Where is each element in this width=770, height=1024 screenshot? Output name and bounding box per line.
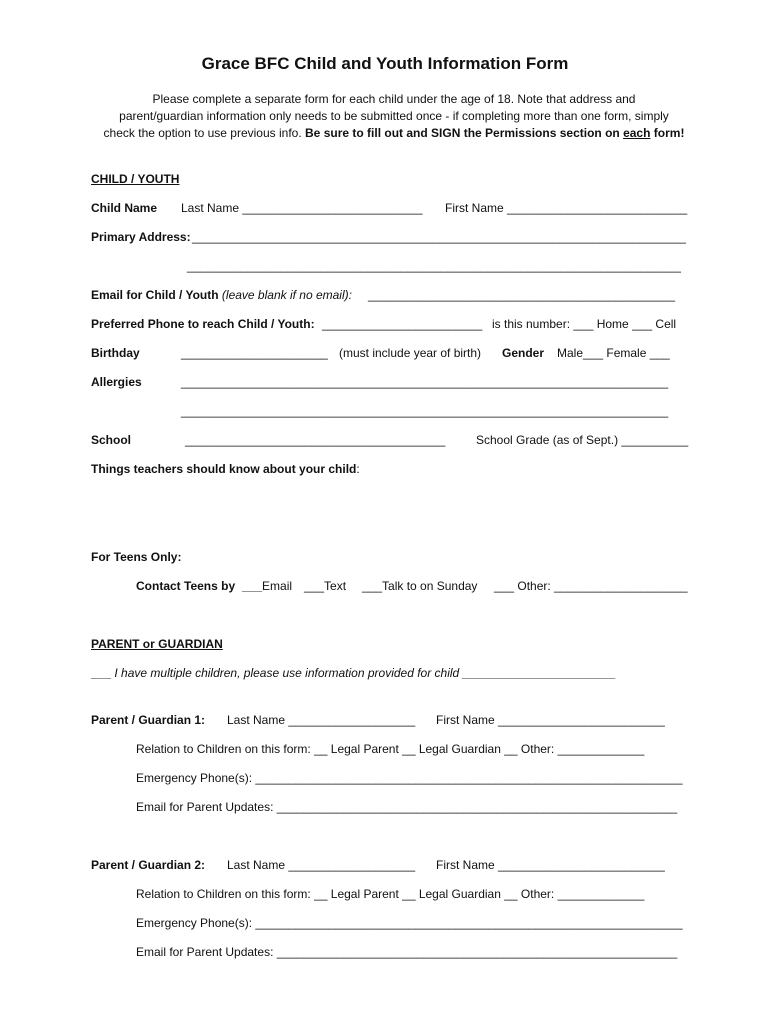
allergies-field-line-1[interactable]: _________________________________________________________________________ [181, 375, 669, 389]
contact-option-email-label: Email [262, 579, 293, 593]
intro-bold-a: Be sure to fill out and SIGN the Permissions section on [305, 126, 620, 140]
intro-paragraph [88, 91, 700, 142]
guardian-1-first-name-field[interactable]: First Name _________________________ [436, 713, 665, 727]
guardian-2-relation-field[interactable]: Relation to Children on this form: __ Legal Parent __ Legal Guardian __ Other: _____________ [136, 887, 645, 901]
child-name-label: Child Name [91, 201, 158, 215]
contact-option-sunday[interactable]: ___Talk to on Sunday [362, 579, 478, 593]
allergies-label: Allergies [91, 375, 142, 389]
guardian-1-emergency-phone-field[interactable]: Emergency Phone(s): ________________________________________________________________ [136, 771, 683, 785]
guardian-2-last-name-field[interactable]: Last Name ___________________ [227, 858, 416, 872]
school-field[interactable]: _______________________________________ [185, 433, 446, 447]
child-email-row [91, 288, 352, 302]
contact-teens-label: Contact Teens by [136, 579, 236, 593]
child-email-note: (leave blank if no email): [221, 288, 352, 302]
child-phone-type-options[interactable]: is this number: ___ Home ___ Cell [492, 317, 677, 331]
guardian-2-emergency-phone-field[interactable]: Emergency Phone(s): ________________________________________________________________ [136, 916, 683, 930]
multiple-children-row[interactable] [91, 666, 616, 680]
teachers-notes-row [91, 462, 360, 476]
multiple-children-text: I have multiple children, please use information provided for child _______________________ [114, 666, 617, 680]
gender-label: Gender [502, 346, 545, 360]
contact-option-email[interactable] [242, 579, 292, 593]
multiple-children-blank: ___ [91, 666, 112, 680]
guardian-2-label: Parent / Guardian 2: [91, 858, 206, 872]
teachers-notes-label: Things teachers should know about your child [91, 462, 357, 476]
gender-options[interactable]: Male___ Female ___ [557, 346, 670, 360]
school-grade-field[interactable]: School Grade (as of Sept.) __________ [476, 433, 689, 447]
guardian-2-first-name-field[interactable]: First Name _________________________ [436, 858, 665, 872]
contact-option-other[interactable]: ___ Other: ____________________ [494, 579, 688, 593]
contact-option-email-blank: ___ [242, 579, 263, 593]
intro-line-2: parent/guardian information only needs to be submitted once - if completing more than one form, simply [119, 109, 669, 123]
birthday-label: Birthday [91, 346, 140, 360]
child-phone-field[interactable]: ________________________ [322, 317, 483, 331]
child-email-field[interactable]: ______________________________________________ [368, 288, 675, 302]
guardian-1-last-name-field[interactable]: Last Name ___________________ [227, 713, 416, 727]
child-section-heading: CHILD / YOUTH [91, 172, 180, 186]
child-phone-label: Preferred Phone to reach Child / Youth: [91, 317, 315, 331]
school-label: School [91, 433, 132, 447]
teens-heading: For Teens Only: [91, 550, 182, 564]
child-first-name-field[interactable]: First Name ___________________________ [445, 201, 688, 215]
contact-option-text[interactable]: ___Text [304, 579, 347, 593]
form-title: Grace BFC Child and Youth Information Form [201, 54, 569, 73]
parent-section-heading: PARENT or GUARDIAN [91, 637, 223, 651]
birthday-note: (must include year of birth) [339, 346, 482, 360]
birthday-field[interactable]: ______________________ [181, 346, 328, 360]
intro-plain: check the option to use previous info. [103, 126, 302, 140]
address-label: Primary Address: [91, 230, 191, 244]
child-email-label: Email for Child / Youth [91, 288, 219, 302]
guardian-1-email-field[interactable]: Email for Parent Updates: ____________________________________________________________ [136, 800, 678, 814]
teachers-notes-colon: : [356, 462, 360, 476]
allergies-field-line-2[interactable]: _________________________________________________________________________ [181, 404, 669, 418]
intro-bold-each: each [623, 126, 651, 140]
intro-bold-b: form! [653, 126, 685, 140]
intro-line-1: Please complete a separate form for each child under the age of 18. Note that address and [152, 92, 636, 106]
guardian-1-relation-field[interactable]: Relation to Children on this form: __ Legal Parent __ Legal Guardian __ Other: _____________ [136, 742, 645, 756]
intro-line-3 [88, 125, 700, 142]
child-last-name-field[interactable]: Last Name ___________________________ [181, 201, 423, 215]
address-field-line-1[interactable]: __________________________________________________________________________ [192, 230, 686, 244]
guardian-2-email-field[interactable]: Email for Parent Updates: ____________________________________________________________ [136, 945, 678, 959]
address-field-line-2[interactable]: __________________________________________________________________________ [187, 259, 681, 273]
guardian-1-label: Parent / Guardian 1: [91, 713, 206, 727]
